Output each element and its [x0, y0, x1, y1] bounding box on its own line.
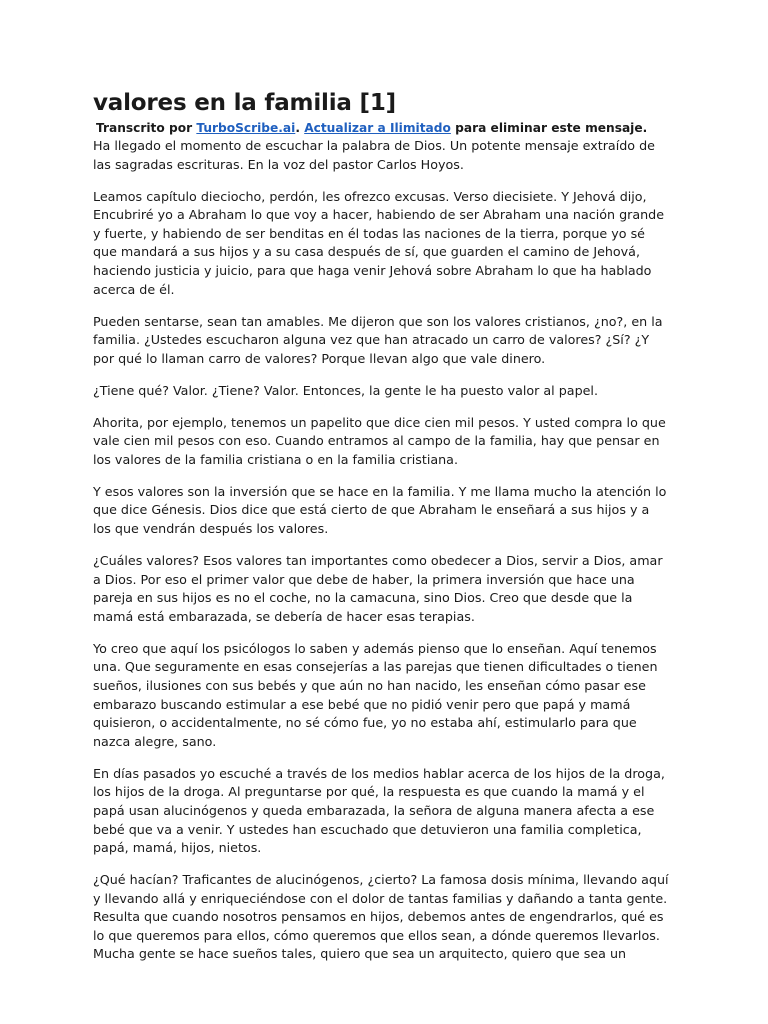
- paragraph: Ha llegado el momento de escuchar la palabra de Dios. Un potente mensaje extraído de las sagradas escrituras. En la voz del pastor Carlos Hoyos.: [93, 138, 655, 172]
- paragraph: ¿Qué hacían? Traficantes de alucinógenos, ¿cierto? La famosa dosis mínima, llevando aquí y llevando allá y enriqueciéndose con el dolor de tantas familias y dañando a tanta gente. Resulta que cuando nosotros pensamos en hijos, debemos antes de engendrarlos, qué es lo que queremos para ellos, cómo queremos que ellos sean, a dónde queremos llevarlos. Mucha gente se hace sueños tales, quiero que sea un arquitecto, quiero que sea un: [93, 872, 669, 962]
- credit-separator: .: [295, 121, 305, 135]
- document-title: valores en la familia [1]: [93, 90, 396, 116]
- paragraph: Pueden sentarse, sean tan amables. Me dijeron que son los valores cristianos, ¿no?, en la familia. ¿Ustedes escucharon alguna vez que han atracado un carro de valores? ¿Sí? ¿Y por qué lo llaman carro de valores? Porque llevan algo que vale dinero.: [93, 313, 663, 366]
- paragraph: Y esos valores son la inversión que se hace en la familia. Y me llama mucho la atención lo que dice Génesis. Dios dice que está cierto de que Abraham le enseñará a sus hijos y a los que vendrán después los valores.: [93, 483, 667, 537]
- credit-prefix: Transcrito por: [96, 121, 197, 135]
- paragraph: En días pasados yo escuché a través de los medios hablar acerca de los hijos de la droga, los hijos de la droga. Al preguntarse por qué, la respuesta es que cuando la mamá y el papá usan alucinógenos y queda embarazada, la señora de alguna manera afecta a ese bebé que va a venir. Y ustedes han escuchado que detuvieron una familia completica, papá, mamá, hijos, nietos.: [93, 765, 665, 856]
- paragraph: Ahorita, por ejemplo, tenemos un papelito que dice cien mil pesos. Y usted compra lo que vale cien mil pesos con eso. Cuando entramos al campo de la familia, hay que pensar en los valores de la familia cristiana o en la familia cristiana.: [93, 414, 666, 467]
- paragraph: Leamos capítulo dieciocho, perdón, les ofrezco excusas. Verso diecisiete. Y Jehová dijo, Encubriré yo a Abraham lo que voy a hacer, habiendo de ser Abraham una nación grande y fuerte, y habiendo de ser benditas en él todas las naciones de la tierra, porque yo sé que mandará a sus hijos y a su casa después de sí, que guarden el camino de Jehová, haciendo justicia y juicio, para que haga venir Jehová sobre Abraham lo que ha hablado acerca de él.: [93, 188, 665, 297]
- turboscribe-link[interactable]: TurboScribe.ai: [196, 121, 296, 135]
- paragraph: ¿Tiene qué? Valor. ¿Tiene? Valor. Entonces, la gente le ha puesto valor al papel.: [93, 382, 598, 398]
- transcription-credit: [96, 119, 670, 137]
- paragraph: ¿Cuáles valores? Esos valores tan importantes como obedecer a Dios, servir a Dios, amar a Dios. Por eso el primer valor que debe de haber, la primera inversión que hace una pareja en sus hijos es no el coche, no la camacuna, sino Dios. Creo que desde que la mamá está embarazada, se debería de hacer esas terapias.: [93, 553, 663, 624]
- paragraph: Yo creo que aquí los psicólogos lo saben y además pienso que lo enseñan. Aquí tenemos una. Que seguramente en esas consejerías a las parejas que tienen dificultades o tienen sueños, ilusiones con sus bebés y que aún no han nacido, les enseñan cómo pasar ese embarazo buscando estimular a ese bebé que no pidió venir pero que papá y mamá quisieron, o accidentalmente, no sé cómo fue, yo no estaba ahí, estimularlo para que nazca alegre, sano.: [93, 640, 658, 749]
- credit-suffix: para eliminar este mensaje.: [450, 121, 648, 135]
- upgrade-link[interactable]: Actualizar a Ilimitado: [304, 121, 451, 135]
